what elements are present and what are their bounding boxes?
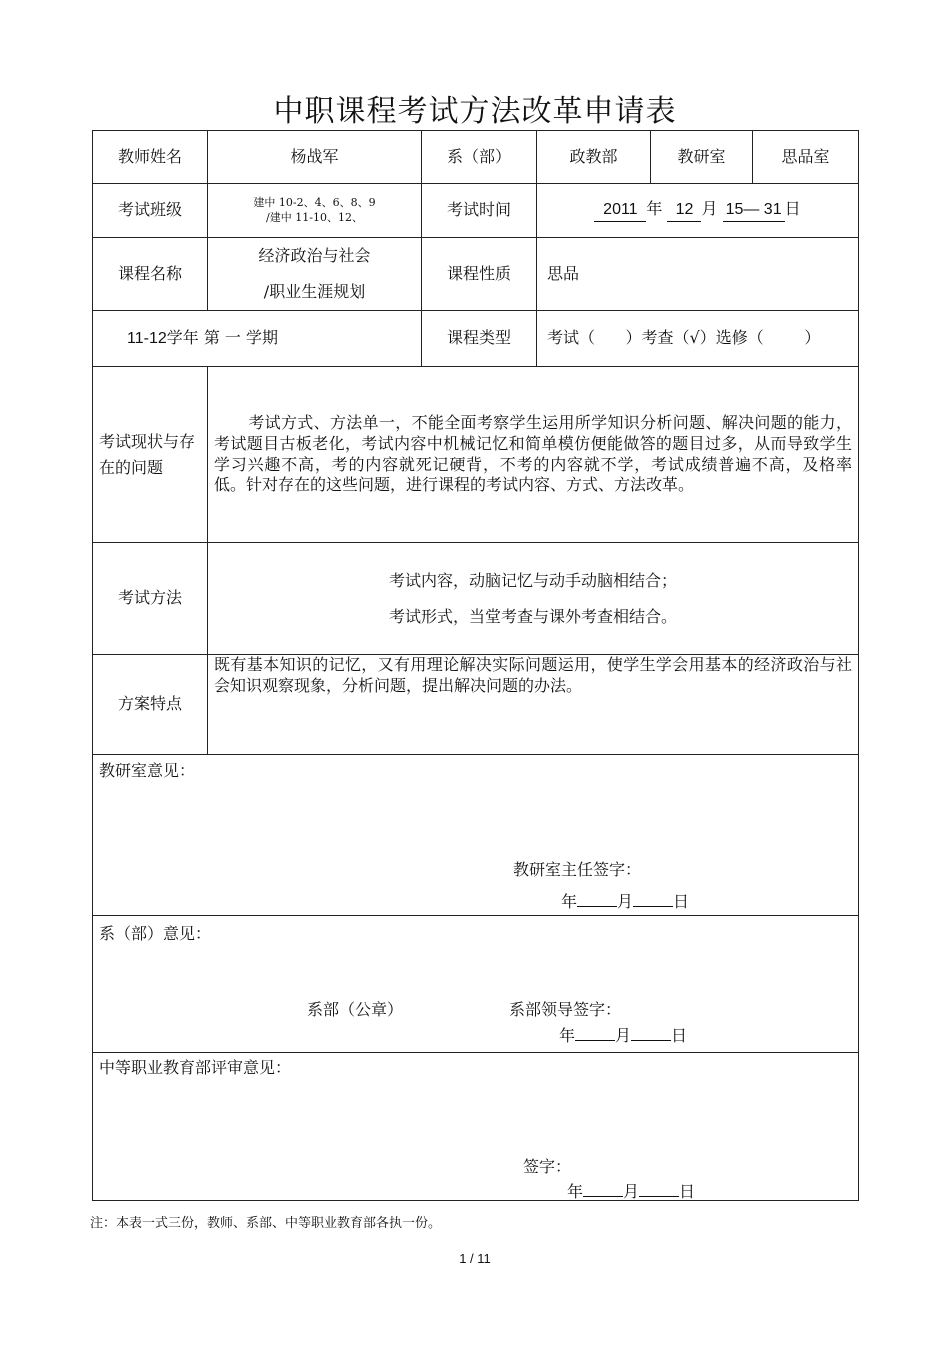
term-text: 学年 第 一 学期	[166, 327, 278, 347]
nature-value: 思品	[537, 238, 859, 311]
row-course	[93, 238, 859, 311]
review-date-day: 日	[679, 1182, 696, 1201]
method-line2: 考试形式，当堂考查与课外考查相结合。	[388, 606, 677, 626]
year-unit: 年	[646, 199, 663, 219]
dept-date-month: 月	[615, 1026, 632, 1045]
row-class	[93, 184, 859, 238]
status-paragraph: 考试方式、方法单一，不能全面考察学生运用所学知识分析问题、解决问题的能力，考试题目古板老化，考试内容中机械记忆和简单模仿便能做答的题目过多，从而导致学生学习兴趣不高，考的内容就死记硬背，不考的内容就不学，考试成绩普遍不高，及格率低。针对存在的这些问题，进行课程的考试内容、方式、方法改革。	[214, 412, 852, 495]
review-date-month: 月	[623, 1182, 640, 1201]
method-line1: 考试内容，动脑记忆与动手动脑相结合；	[388, 570, 677, 590]
features-label: 方案特点	[93, 655, 208, 755]
term	[93, 311, 422, 367]
dept-opinion-cell	[93, 916, 859, 1053]
term-year: 11-12	[127, 329, 167, 347]
dept-seal: 系部（公章）	[307, 1000, 404, 1019]
dept-date-year: 年	[559, 1026, 576, 1045]
review-opinion-cell	[93, 1053, 859, 1201]
exam-year: 2011	[594, 200, 646, 222]
type-value: 考试（ ）考查（√）选修（ ）	[537, 311, 859, 367]
row-review-opinion	[93, 1053, 859, 1201]
day-unit: 日	[784, 199, 801, 219]
row-office-opinion	[93, 755, 859, 916]
status-label: 考试现状与存在的问题	[93, 367, 208, 543]
method-value	[208, 543, 859, 655]
office-opinion-cell	[93, 755, 859, 916]
office-date-year: 年	[561, 892, 578, 911]
course-line2: /职业生涯规划	[263, 282, 366, 301]
office-director-sign: 教研室主任签字：	[513, 860, 642, 879]
review-opinion-box	[93, 1053, 858, 1200]
type-label: 课程类型	[422, 311, 537, 367]
office-value: 思品室	[753, 131, 859, 184]
course-line1: 经济政治与社会	[258, 246, 371, 265]
office-label: 教研室	[651, 131, 753, 184]
row-term	[93, 311, 859, 367]
dept-opinion-label: 系（部）意见：	[99, 924, 212, 943]
class-label: 考试班级	[93, 184, 208, 238]
teacher-name: 杨战军	[208, 131, 422, 184]
review-sign: 签字：	[523, 1157, 572, 1176]
office-opinion-box	[93, 755, 858, 915]
review-date	[567, 1182, 695, 1203]
form-title: 中职课程考试方法改革申请表	[273, 94, 677, 129]
office-opinion-label: 教研室意见：	[99, 761, 196, 780]
office-date-day: 日	[673, 892, 690, 911]
teacher-label: 教师姓名	[93, 131, 208, 184]
dept-label: 系（部）	[422, 131, 537, 184]
row-status	[93, 367, 859, 543]
dept-value: 政教部	[537, 131, 651, 184]
course-value	[208, 238, 422, 311]
office-date	[561, 892, 689, 913]
nature-label: 课程性质	[422, 238, 537, 311]
dept-date-day: 日	[671, 1026, 688, 1045]
application-form	[92, 130, 859, 1201]
exam-time	[537, 184, 859, 238]
page-number: 1 / 11	[459, 1251, 491, 1266]
features-text: 既有基本知识的记忆，又有用理论解决实际问题运用，使学生学会用基本的经济政治与社会知识观察现象，分析问题，提出解决问题的办法。	[208, 655, 859, 755]
row-teacher	[93, 131, 859, 184]
time-label: 考试时间	[422, 184, 537, 238]
dept-leader-sign: 系部领导签字：	[509, 1000, 622, 1019]
method-label: 考试方法	[93, 543, 208, 655]
review-date-year: 年	[567, 1182, 584, 1201]
dept-opinion-box	[93, 916, 858, 1052]
dept-date	[559, 1026, 687, 1047]
row-dept-opinion	[93, 916, 859, 1053]
class-line1: 建中 10-2、4、6、8、9	[253, 196, 376, 210]
class-line2: /建中 11-10、12、	[266, 210, 363, 224]
exam-day: 15— 31	[723, 200, 785, 222]
footnote: 注：本表一式三份，教师、系部、中等职业教育部各执一份。	[90, 1216, 442, 1231]
exam-month: 12	[667, 200, 701, 222]
course-label: 课程名称	[93, 238, 208, 311]
row-features	[93, 655, 859, 755]
office-date-month: 月	[617, 892, 634, 911]
status-text	[208, 367, 859, 543]
month-unit: 月	[701, 199, 718, 219]
row-method	[93, 543, 859, 655]
class-value	[208, 184, 422, 238]
review-opinion-label: 中等职业教育部评审意见：	[99, 1058, 292, 1077]
